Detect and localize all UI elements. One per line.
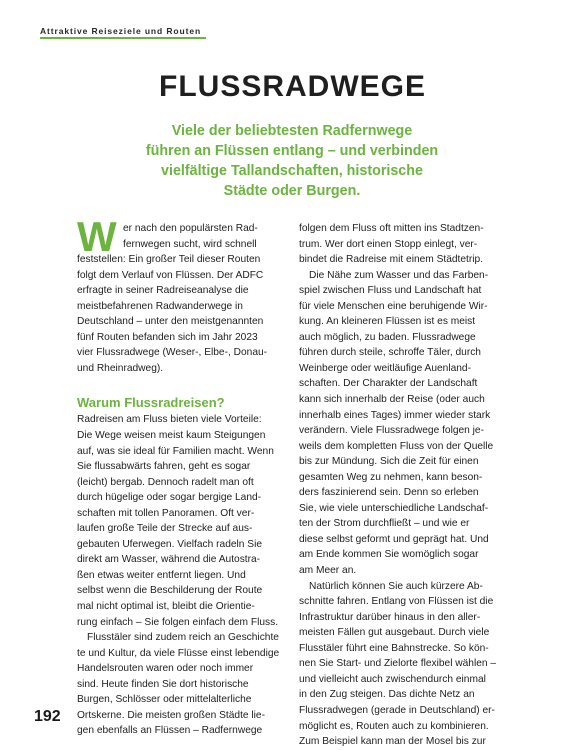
body-line: Flusstäler führt eine Bahnstrecke. So kön- <box>299 642 489 654</box>
body-line: gebauten Uferwegen. Vielfach radeln Sie <box>77 538 263 550</box>
body-line: trum. Wer dort einen Stopp einlegt, ver- <box>299 238 478 250</box>
body-line: direkt am Wasser, während die Autostra- <box>77 554 261 566</box>
left-column <box>77 213 290 739</box>
body-line: ßen etwas weiter entfernt liegen. Und <box>77 569 246 581</box>
body-line: rung einfach – Sie folgen einfach dem Fluss. <box>77 616 279 628</box>
body-line: ten der Strom durchfließt – und wie er <box>299 518 470 530</box>
body-line: sind. Heute finden Sie dort historische <box>77 678 249 690</box>
body-line: Infrastruktur darüber hinaus in den aller- <box>299 611 481 623</box>
body-line: Deutschland – unter den meistgenannten <box>77 316 264 328</box>
body-line: meisten Fällen gut ausgebaut. Durch viele <box>299 627 490 639</box>
lead-line: führen an Flüssen entlang – und verbinden <box>145 143 439 159</box>
body-line: kann sich innerhalb der Reise (oder auch <box>299 394 485 406</box>
body-line: innerhalb eines Tages) immer wieder stark <box>299 409 491 421</box>
body-line: fünf Routen befanden sich im Jahr 2023 <box>77 331 258 343</box>
body-line: auf, was sie ideal für Familien macht. Wenn <box>77 445 274 457</box>
body-line: Flussradwegen (gerade in Deutschland) er- <box>299 704 495 716</box>
drop-cap: W <box>77 213 117 260</box>
body-line: er nach den populärsten Rad- <box>123 223 258 234</box>
body-line: möglicht es, Routen auch zu kombinieren. <box>299 720 489 732</box>
body-line: diese selbst geformt und geprägt hat. Und <box>299 533 489 545</box>
body-line: vier Flussradwege (Weser-, Elbe-, Donau- <box>77 347 268 359</box>
page-title: FLUSSRADWEGE <box>159 70 426 103</box>
body-line: Sie, wie viele unterschiedliche Landschaf- <box>299 502 489 514</box>
body-line: Sie flussabwärts fahren, geht es sogar <box>77 461 251 473</box>
body-line: Ortskerne. Die meisten großen Städte lie- <box>77 709 265 721</box>
body-line: verändern. Viele Flussradwege folgen je- <box>299 425 484 437</box>
body-line: fernwegen sucht, wird schnell <box>123 238 257 250</box>
body-line: folgen dem Fluss oft mitten ins Stadtzen- <box>299 223 484 234</box>
body-line: gesamten Weg zu nehmen, kann beson- <box>299 471 483 483</box>
lead-line: Viele der beliebtesten Radfernwege <box>171 123 413 139</box>
body-line: kung. An kleineren Flüssen ist es meist <box>299 316 476 328</box>
body-line: in den Zug steigen. Das dichte Netz an <box>299 689 475 701</box>
body-line: selbst wenn die Beschilderung der Route <box>77 585 263 597</box>
page-number: 192 <box>34 708 61 725</box>
body-line: bis zur Mündung. Sich die Zeit für einen <box>299 456 479 468</box>
lead-line: vielfältige Tallandschaften, historische <box>161 163 423 179</box>
body-line: Weinberge oder weitläufige Auenland- <box>299 362 471 374</box>
body-line: Burgen, Schlösser oder mittelalterliche <box>77 694 252 706</box>
body-line: Die Wege weisen meist kaum Steigungen <box>77 430 266 442</box>
body-line: erfragte in seiner Radreiseanalyse die <box>77 285 249 297</box>
body-line: ders faszinierend sein. Denn so erleben <box>299 487 479 499</box>
body-line: schnitte fahren. Entlang von Flüssen ist die <box>299 596 494 608</box>
body-line: durch hügelige oder sogar bergige Land- <box>77 492 262 504</box>
body-line: und vielleicht auch zwischendurch einmal <box>299 673 486 685</box>
body-line: Die Nähe zum Wasser und das Farben- <box>309 269 489 281</box>
body-line: spiel zwischen Fluss und Landschaft hat <box>299 285 482 297</box>
body-line: (leicht) bergab. Dennoch radelt man oft <box>77 476 254 488</box>
running-head: Attraktive Reiseziele und Routen <box>40 26 202 36</box>
body-line: Natürlich können Sie auch kürzere Ab- <box>309 580 483 592</box>
body-line: Radreisen am Fluss bieten viele Vorteile: <box>77 414 262 426</box>
body-line: feststellen: Ein großer Teil dieser Routen <box>77 254 261 266</box>
body-line: führen durch steile, schroffe Täler, durch <box>299 347 481 359</box>
body-line: laufen große Teile der Strecke auf aus- <box>77 523 253 535</box>
running-head-rule <box>40 37 206 39</box>
body-line: nen Sie Start- und Zielorte flexibel wählen – <box>299 658 497 670</box>
section-heading: Warum Flussradreisen? <box>77 395 225 411</box>
body-line: Handelsrouten waren oder noch immer <box>77 663 254 675</box>
body-line: schaften. Der Charakter der Landschaft <box>299 378 478 390</box>
lead-paragraph <box>92 121 492 201</box>
lead-line: Städte oder Burgen. <box>223 183 361 199</box>
body-line: schaften mit tollen Panoramen. Oft ver- <box>77 507 255 519</box>
body-line: Zum Beispiel kann man der Mosel bis zur <box>299 736 486 748</box>
body-line: gen ebenfalls an Flüssen – Radfernwege <box>77 725 263 737</box>
body-line: mal nicht optimal ist, bleibt die Orientie- <box>77 601 255 613</box>
body-line: bindet die Radreise mit einem Städtetrip. <box>299 254 484 266</box>
body-line: folgt dem Verlauf von Flüssen. Der ADFC <box>77 269 264 281</box>
body-line: am Meer an. <box>299 565 357 577</box>
body-line: Flusstäler sind zudem reich an Geschichte <box>87 632 279 644</box>
body-line: weils dem kompletten Fluss von der Quelle <box>299 440 494 452</box>
body-line: und Rheinradweg). <box>77 362 164 374</box>
body-line: am Ende kommen Sie womöglich sogar <box>299 549 479 561</box>
body-line: auch möglich, zu baden. Flussradwege <box>299 331 476 343</box>
right-column <box>299 221 517 750</box>
body-line: meistbefahrenen Radwanderwege in <box>77 300 243 312</box>
body-line: für viele Menschen eine beruhigende Wir- <box>299 300 488 312</box>
body-line: te und Kultur, da viele Flüsse einst lebendige <box>77 647 280 659</box>
